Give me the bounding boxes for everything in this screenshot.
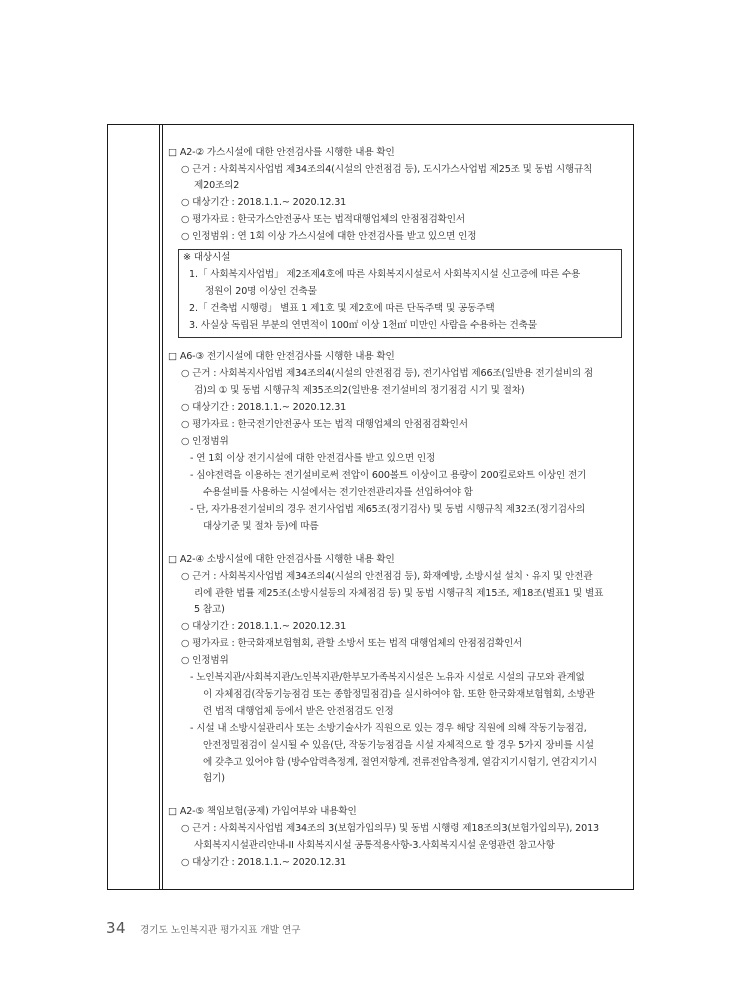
scope-item: - 심야전력을 이용하는 전기설비로써 전압이 600볼트 이상이고 용량이 200킬로와트 이상인 전기 — [190, 470, 587, 481]
scope-item: - 단, 자가용전기설비의 경우 전기사업법 제65조(정기검사) 및 동법 시행규칙 제32조(정기검사의 — [190, 504, 586, 515]
material-line: ○ 평가자료 : 한국화재보험협회, 관할 소방서 또는 법적 대행업체의 안점점검확인서 — [181, 638, 523, 649]
basis-line: 리에 관한 법률 제25조(소방시설등의 자체점검 등) 및 동법 시행규칙 제15조, 제18조(별표1 및 별표 — [194, 588, 604, 599]
basis-line: ○ 근거 : 사회복지사업법 제34조의4(시설의 안전점검 등), 화재예방, 소방시설 설치ㆍ유지 및 안전관 — [181, 571, 593, 582]
scope-item: 안전정밀점검이 실시될 수 있음(단, 작동기능점검을 시설 자체적으로 할 경우 5가지 장비를 시설 — [203, 740, 594, 751]
section-heading: □ A2-② 가스시설에 대한 안전검사를 시행한 내용 확인 — [168, 147, 395, 158]
table-left-column — [108, 125, 163, 889]
scope-item: - 연 1회 이상 전기시설에 대한 안전검사를 받고 있으면 인정 — [190, 453, 436, 464]
basis-line: ○ 근거 : 사회복지사업법 제34조의 3(보험가입의무) 및 동법 시행령 제18조의3(보험가입의무), 2013 — [181, 823, 599, 834]
section-heading: □ A2-④ 소방시설에 대한 안전검사를 시행한 내용 확인 — [168, 554, 395, 565]
section-heading: □ A2-⑤ 책임보험(공제) 가입여부와 내용확인 — [168, 806, 357, 817]
scope-line: ○ 인정범위 — [181, 655, 229, 666]
scope-item: 에 갖추고 있어야 함 (방수압력측정계, 절연저항계, 전류전압측정계, 열감지기시험기, 연감지기시 — [203, 757, 597, 768]
scope-item: - 시설 내 소방시설관리사 또는 소방기술사가 직원으로 있는 경우 해당 직원에 의해 작동기능점검, — [190, 723, 587, 734]
scope-item: 대상기준 및 절차 등)에 따름 — [203, 521, 319, 532]
period-line: ○ 대상기간 : 2018.1.1.~ 2020.12.31 — [181, 197, 347, 208]
basis-line: 사회복지시설관리안내-II 사회복지시설 공통적용사항-3.사회복지시설 운영관련 참고사항 — [194, 840, 555, 851]
scope-item: 련 법적 대행업체 등에서 받은 안전점검도 인정 — [203, 706, 394, 717]
notice-item: 2.「 건축법 시행령」 별표 1 제1호 및 제2호에 따른 단독주택 및 공동주택 — [189, 303, 495, 314]
basis-line: 검)의 ① 및 동법 시행규칙 제35조의2(일반용 전기설비의 정기점검 시기 및 절차) — [194, 385, 525, 396]
scope-line: ○ 인정범위 — [181, 436, 229, 447]
notice-item: 3. 사실상 독립된 부분의 연면적이 100㎡ 이상 1천㎡ 미만인 사람을 수용하는 건축물 — [189, 320, 537, 331]
basis-line: ○ 근거 : 사회복지사업법 제34조의4(시설의 안전점검 등), 전기사업법 제66조(일반용 전기설비의 점 — [181, 368, 593, 379]
scope-item: - 노인복지관/사회복지관/노인복지관/한부모가족복지시설은 노유자 시설로 시설의 규모와 관계없 — [190, 672, 585, 683]
section-heading: □ A6-③ 전기시설에 대한 안전검사를 시행한 내용 확인 — [168, 351, 395, 362]
material-line: ○ 평가자료 : 한국가스안전공사 또는 법적대행업체의 안점점검확인서 — [181, 214, 465, 225]
basis-line: 제20조의2 — [194, 180, 240, 191]
period-line: ○ 대상기간 : 2018.1.1.~ 2020.12.31 — [181, 621, 347, 632]
notice-item: 정원이 20명 이상인 건축물 — [205, 286, 317, 297]
scope-item: 이 자체점검(작동기능점검 또는 종합정밀점검)을 실시하여야 함. 또한 한국화재보험협회, 소방관 — [203, 689, 595, 700]
scope-line: ○ 인정범위 : 연 1회 이상 가스시설에 대한 안전검사를 받고 있으면 인정 — [181, 231, 477, 242]
basis-line: 5 참고) — [194, 604, 225, 615]
notice-title: ※ 대상시설 — [183, 252, 231, 263]
scope-item: 수용설비를 사용하는 시설에서는 전기안전관리자를 선입하여야 함 — [203, 487, 473, 498]
scope-item: 험기) — [203, 773, 225, 784]
period-line: ○ 대상기간 : 2018.1.1.~ 2020.12.31 — [181, 402, 347, 413]
period-line: ○ 대상기간 : 2018.1.1.~ 2020.12.31 — [181, 857, 347, 868]
material-line: ○ 평가자료 : 한국전기안전공사 또는 법적 대행업체의 안점점검확인서 — [181, 419, 468, 430]
page-number: 34 — [106, 919, 127, 937]
basis-line: ○ 근거 : 사회복지사업법 제34조의4(시설의 안전점검 등), 도시가스사업법 제25조 및 동법 시행규칙 — [181, 164, 593, 175]
footer-title: 경기도 노인복지관 평가지표 개발 연구 — [140, 925, 301, 936]
notice-item: 1.「 사회복지사업법」 제2조제4호에 따른 사회복지시설로서 사회복지시설 신고증에 따른 수용 — [189, 269, 581, 280]
